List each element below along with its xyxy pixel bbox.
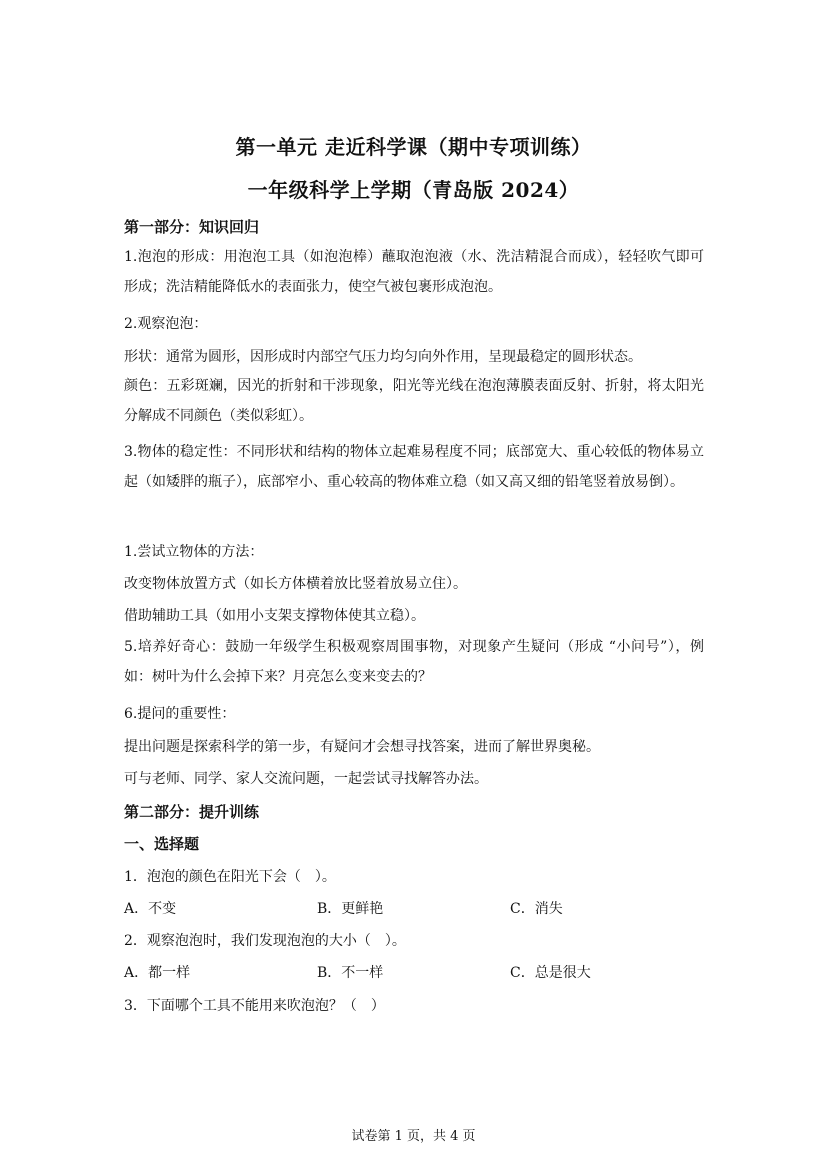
question-1: 1．泡泡的颜色在阳光下会（ ）。: [124, 869, 336, 885]
question-2-option-b: B．不一样: [317, 965, 384, 981]
knowledge-item-3: 3.物体的稳定性：不同形状和结构的物体立起难易程度不同；底部宽大、重心较低的物体易立起（如矮胖的瓶子），底部窄小、重心较高的物体难立稳（如又高又细的铅笔竖着放易倒）。: [124, 444, 704, 490]
knowledge-item-6-b: 可与老师、同学、家人交流问题，一起尝试寻找解答办法。: [124, 771, 488, 787]
question-2-option-a: A．都一样: [124, 965, 191, 981]
question-2: 2．观察泡泡时，我们发现泡泡的大小（ ）。: [124, 933, 406, 949]
knowledge-item-5: 5.培养好奇心：鼓励一年级学生积极观察周围事物，对现象产生疑问（形成 “小问号”），例如：树叶为什么会掉下来？月亮怎么变来变去的？: [124, 639, 704, 685]
part2-heading: 第二部分：提升训练: [124, 803, 260, 821]
knowledge-item-4-b: 借助辅助工具（如用小支架支撑物体使其立稳）。: [124, 608, 425, 624]
knowledge-item-6-a: 提出问题是探索科学的第一步，有疑问才会想寻找答案，进而了解世界奥秘。: [124, 739, 600, 755]
knowledge-item-2-title: 2.观察泡泡：: [124, 316, 208, 332]
title-line-2: 一年级科学上学期（青岛版 2024）: [247, 178, 580, 202]
part1-heading: 第一部分：知识回归: [124, 218, 260, 236]
question-3: 3．下面哪个工具不能用来吹泡泡？（ ）: [124, 998, 385, 1014]
page-footer: 试卷第 1 页，共 4 页: [351, 1129, 476, 1144]
knowledge-item-1: 1.泡泡的形成：用泡泡工具（如泡泡棒）蘸取泡泡液（水、洗洁精混合而成），轻轻吹气即可形成；洗洁精能降低水的表面张力，使空气被包裹形成泡泡。: [124, 249, 704, 295]
knowledge-item-4-title: 1.尝试立物体的方法：: [124, 544, 264, 560]
knowledge-item-2-color: 颜色：五彩斑斓，因光的折射和干涉现象，阳光等光线在泡泡薄膜表面反射、折射，将太阳光分解成不同颜色（类似彩虹）。: [124, 378, 704, 424]
knowledge-item-6-title: 6.提问的重要性：: [124, 706, 236, 722]
knowledge-item-4-a: 改变物体放置方式（如长方体横着放比竖着放易立住）。: [124, 576, 467, 592]
question-1-option-b: B．更鲜艳: [317, 901, 384, 917]
question-1-option-c: C．消失: [510, 901, 563, 917]
knowledge-item-2-shape: 形状：通常为圆形，因形成时内部空气压力均匀向外作用，呈现最稳定的圆形状态。: [124, 349, 642, 365]
question-2-option-c: C．总是很大: [510, 965, 591, 981]
title-line-1: 第一单元 走近科学课（期中专项训练）: [235, 135, 592, 159]
question-1-option-a: A．不变: [124, 901, 177, 917]
choice-section-heading: 一、选择题: [124, 835, 200, 853]
